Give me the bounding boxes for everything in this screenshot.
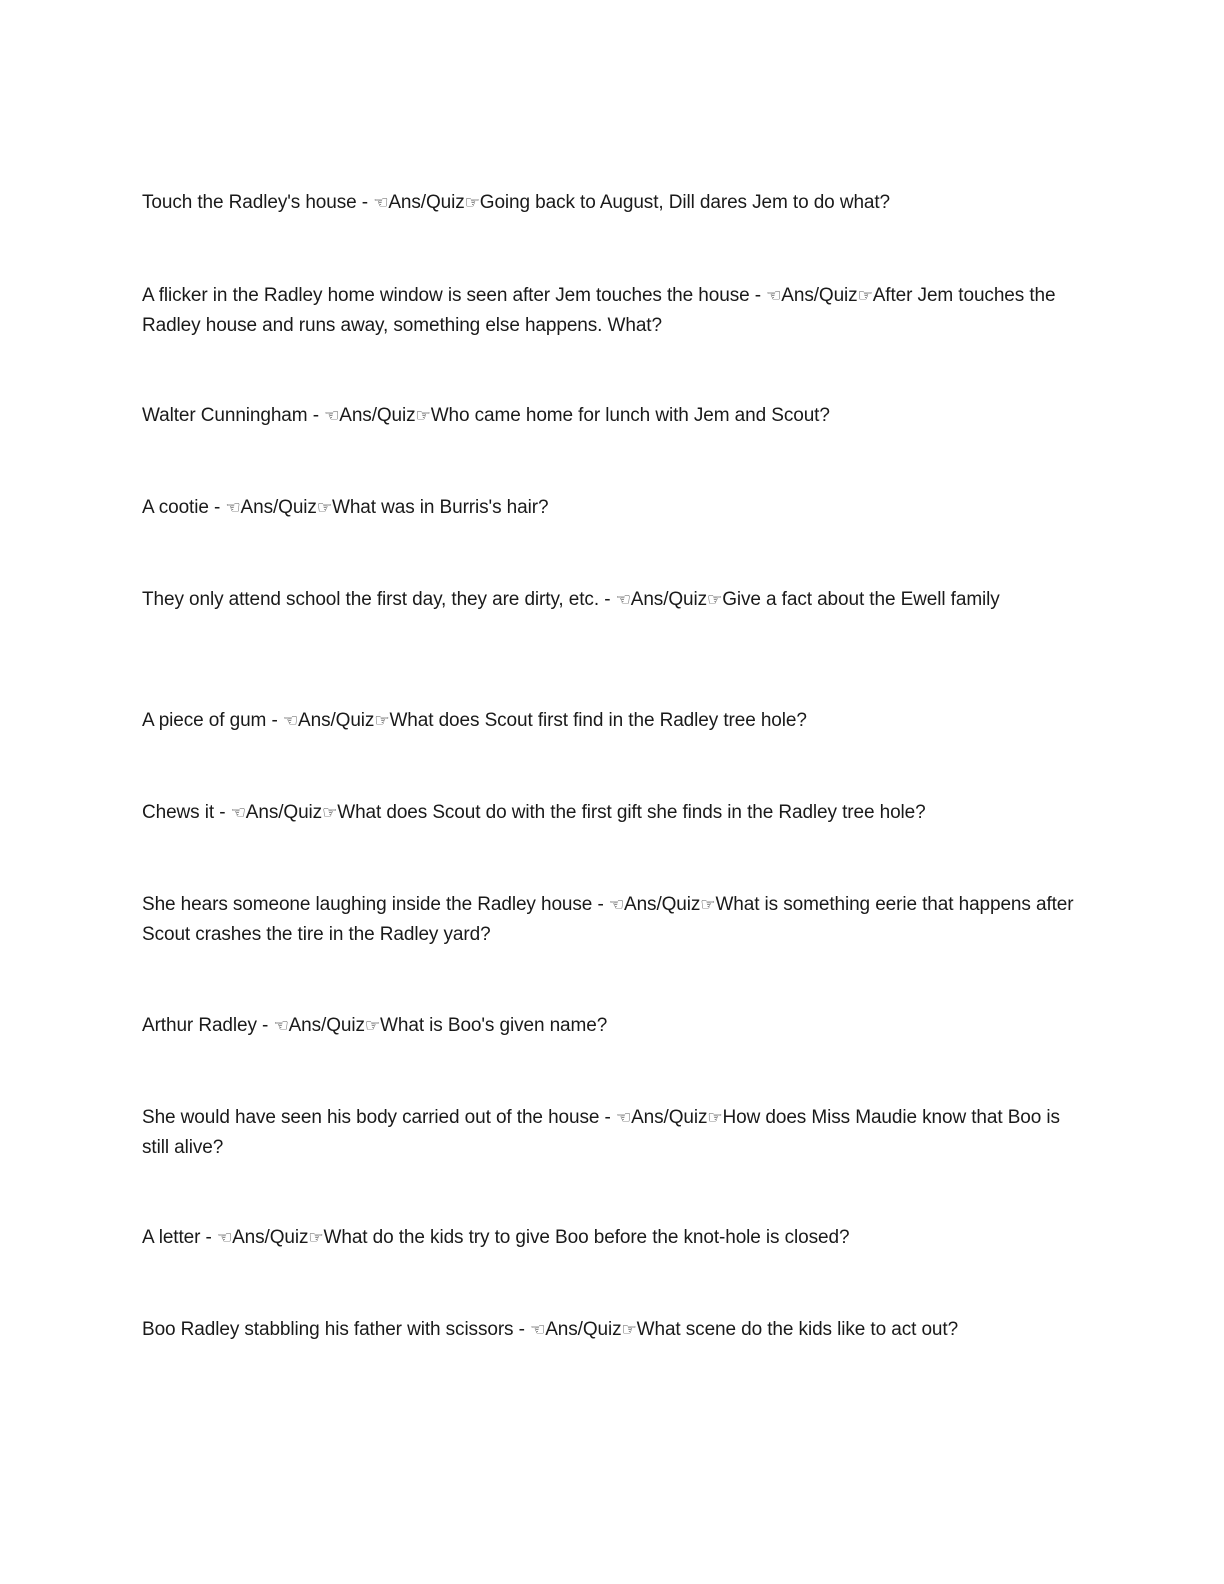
hand-pointing-left-icon: ☜ [324, 406, 340, 426]
ans-quiz-label: Ans/Quiz [245, 802, 323, 823]
ans-quiz-label: Ans/Quiz [298, 710, 375, 731]
hand-pointing-left-icon: ☜ [766, 286, 782, 306]
hand-pointing-right-icon: ☞ [322, 803, 338, 823]
question-text: After Jem touches the Radley house and runs away, something else happens. What? [142, 285, 1056, 336]
hand-pointing-left-icon: ☜ [530, 1320, 546, 1340]
answer-text: Touch the Radley's house [142, 192, 357, 213]
hand-pointing-left-icon: ☜ [282, 711, 299, 731]
ans-quiz-label: Ans/Quiz [288, 1015, 365, 1036]
hand-pointing-right-icon: ☞ [308, 1228, 324, 1248]
hand-pointing-right-icon: ☞ [374, 711, 390, 731]
hand-pointing-right-icon: ☞ [415, 406, 431, 426]
hand-pointing-left-icon: ☜ [615, 1108, 632, 1128]
qa-entry [142, 1011, 1082, 1041]
hand-pointing-left-icon: ☜ [373, 193, 389, 213]
answer-text: She would have seen his body carried out of the house [142, 1107, 600, 1128]
hand-pointing-right-icon: ☞ [707, 1108, 723, 1128]
qa-entry [142, 188, 1082, 218]
qa-entry [142, 1315, 1082, 1345]
qa-entry [142, 1103, 1082, 1162]
question-text: What scene do the kids like to act out? [636, 1319, 959, 1340]
answer-text: A cootie [142, 497, 209, 518]
ans-quiz-label: Ans/Quiz [781, 285, 858, 306]
separator: - [256, 1015, 274, 1036]
separator: - [356, 192, 374, 213]
question-text: What do the kids try to give Boo before the knot-hole is closed? [323, 1227, 850, 1248]
answer-text: Boo Radley stabbling his father with scissors [142, 1319, 514, 1340]
separator: - [200, 1227, 217, 1248]
answer-text: Walter Cunningham [142, 405, 308, 426]
hand-pointing-left-icon: ☜ [608, 895, 624, 915]
separator: - [592, 894, 609, 915]
ans-quiz-label: Ans/Quiz [240, 497, 317, 518]
answer-text: A flicker in the Radley home window is seen after Jem touches the house [142, 285, 750, 306]
ans-quiz-label: Ans/Quiz [545, 1319, 622, 1340]
hand-pointing-right-icon: ☞ [700, 895, 716, 915]
ans-quiz-label: Ans/Quiz [630, 589, 708, 610]
hand-pointing-left-icon: ☜ [230, 803, 246, 823]
hand-pointing-right-icon: ☞ [364, 1016, 381, 1036]
question-text: Going back to August, Dill dares Jem to do what? [479, 192, 891, 213]
answer-text: Chews it [142, 802, 215, 823]
question-text: What is Boo's given name? [380, 1015, 608, 1036]
hand-pointing-right-icon: ☞ [707, 590, 723, 610]
hand-pointing-right-icon: ☞ [316, 498, 332, 518]
ans-quiz-label: Ans/Quiz [388, 192, 465, 213]
separator: - [214, 802, 231, 823]
answer-text: Arthur Radley [142, 1015, 257, 1036]
question-text: How does Miss Maudie know that Boo is still alive? [142, 1107, 1060, 1158]
hand-pointing-left-icon: ☜ [273, 1016, 289, 1036]
ans-quiz-label: Ans/Quiz [631, 1107, 708, 1128]
answer-text: A letter [142, 1227, 201, 1248]
hand-pointing-right-icon: ☞ [621, 1320, 637, 1340]
separator: - [599, 1107, 616, 1128]
answer-text: She hears someone laughing inside the Radley house [142, 894, 593, 915]
hand-pointing-right-icon: ☞ [857, 286, 873, 306]
question-text: What does Scout do with the first gift she finds in the Radley tree hole? [337, 802, 926, 823]
separator: - [266, 710, 283, 731]
qa-entry [142, 281, 1082, 340]
question-text: What was in Burris's hair? [331, 497, 549, 518]
hand-pointing-left-icon: ☜ [225, 498, 241, 518]
qa-entry [142, 706, 1082, 736]
ans-quiz-label: Ans/Quiz [624, 894, 701, 915]
qa-entry [142, 1223, 1082, 1253]
separator: - [307, 405, 325, 426]
qa-entry [142, 798, 1082, 828]
hand-pointing-left-icon: ☜ [216, 1228, 233, 1248]
question-text: What does Scout first find in the Radley tree hole? [389, 710, 807, 731]
question-text: Who came home for lunch with Jem and Scout? [430, 405, 830, 426]
hand-pointing-right-icon: ☞ [464, 193, 480, 213]
ans-quiz-label: Ans/Quiz [232, 1227, 309, 1248]
qa-entry [142, 585, 1082, 615]
question-text: What is something eerie that happens after Scout crashes the tire in the Radley yard? [142, 894, 1074, 945]
separator: - [599, 589, 616, 610]
qa-entry [142, 401, 1082, 431]
question-text: Give a fact about the Ewell family [722, 589, 1000, 610]
answer-text: They only attend school the first day, they are dirty, etc. [142, 589, 600, 610]
hand-pointing-left-icon: ☜ [615, 590, 631, 610]
qa-entry [142, 493, 1082, 523]
separator: - [208, 497, 226, 518]
separator: - [749, 285, 767, 306]
answer-text: A piece of gum [142, 710, 267, 731]
separator: - [513, 1319, 531, 1340]
ans-quiz-label: Ans/Quiz [339, 405, 416, 426]
qa-entry [142, 890, 1082, 949]
